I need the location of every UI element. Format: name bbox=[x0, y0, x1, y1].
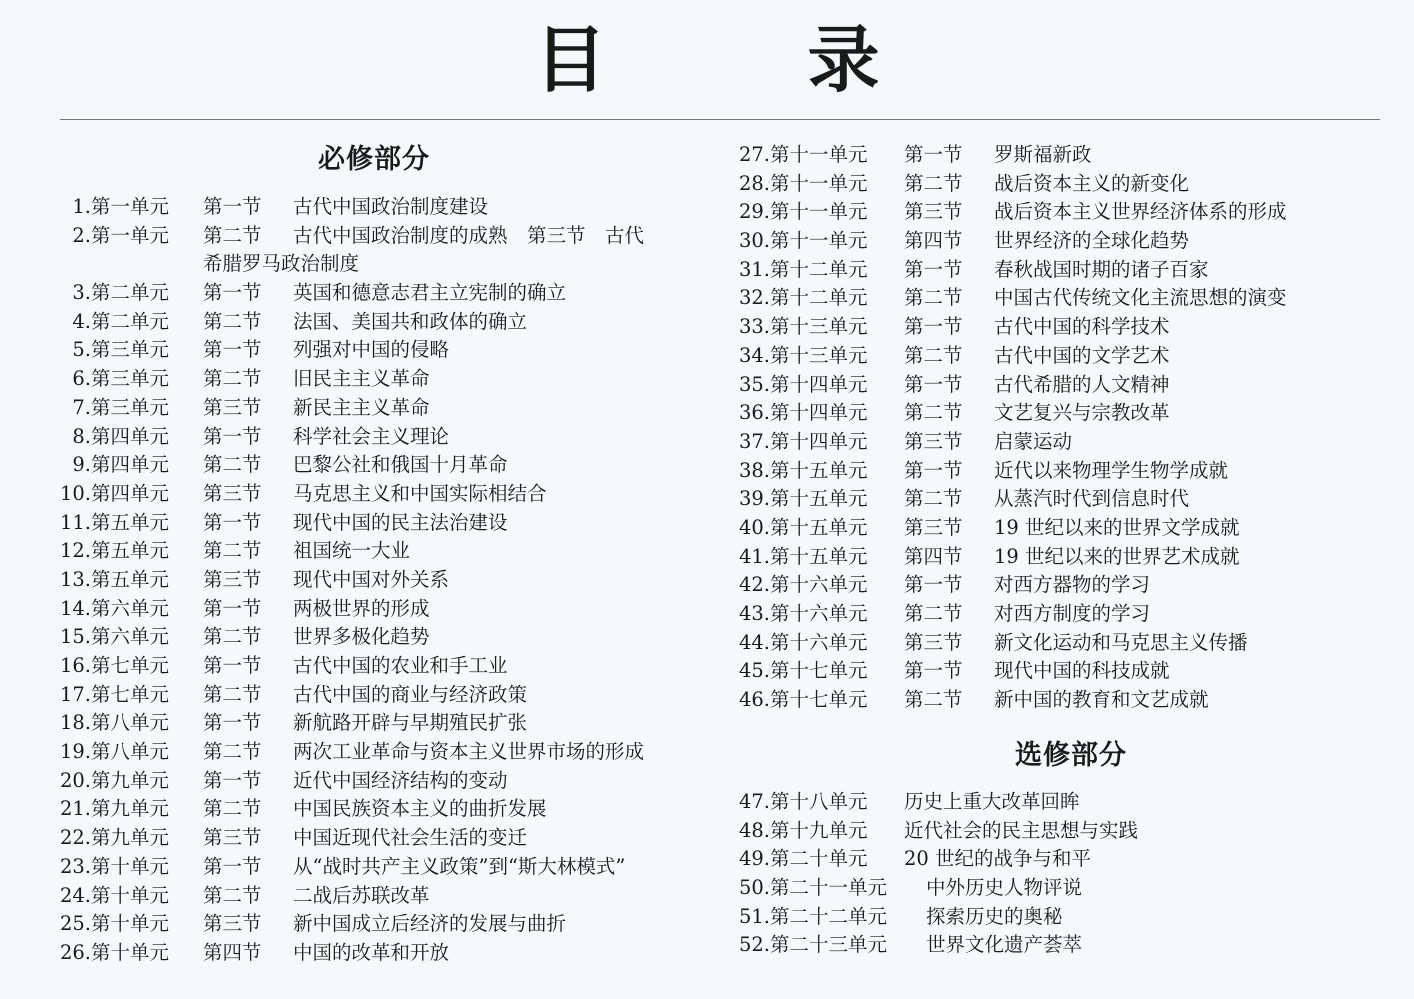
entry-number: 27. bbox=[738, 143, 770, 166]
entry-topic: 世界多极化趋势 bbox=[293, 625, 430, 649]
entry-number: 18. bbox=[59, 711, 91, 735]
entry-unit: 第六单元 bbox=[91, 596, 170, 620]
entry-number: 15. bbox=[59, 625, 91, 649]
toc-entry[interactable] bbox=[730, 284, 1390, 313]
entry-section: 第一节 bbox=[904, 372, 963, 396]
entry-number: 22. bbox=[59, 826, 91, 850]
entry-topic: 古代中国的商业与经济政策 bbox=[293, 682, 528, 706]
toc-entry[interactable] bbox=[53, 681, 713, 710]
entry-unit: 第二十一单元 bbox=[770, 876, 888, 900]
entry-topic-continued: 希腊罗马政治制度 bbox=[203, 252, 360, 276]
entry-number: 25. bbox=[59, 912, 91, 936]
entry-unit: 第四单元 bbox=[91, 424, 170, 448]
entry-topic: 二战后苏联改革 bbox=[293, 883, 430, 907]
entry-section: 第四节 bbox=[203, 940, 262, 964]
entry-unit: 第十八单元 bbox=[770, 790, 868, 813]
entry-unit: 第九单元 bbox=[91, 768, 170, 792]
entry-topic: 科学社会主义理论 bbox=[293, 424, 450, 448]
toc-entry[interactable] bbox=[53, 795, 713, 824]
entry-topic: 古代中国的科学技术 bbox=[994, 315, 1170, 339]
entry-number: 1. bbox=[72, 195, 91, 218]
entry-section: 第二节 bbox=[203, 883, 262, 907]
entry-section: 第一节 bbox=[203, 854, 262, 878]
elective-list bbox=[730, 788, 1390, 960]
entry-unit: 第十九单元 bbox=[770, 818, 868, 842]
entry-number: 24. bbox=[59, 883, 91, 907]
entry-topic: 19 世纪以来的世界文学成就 bbox=[994, 515, 1240, 539]
entry-unit: 第三单元 bbox=[91, 338, 170, 362]
entry-section: 第一节 bbox=[904, 315, 963, 339]
entry-unit: 第十四单元 bbox=[770, 401, 868, 425]
entry-number: 20. bbox=[59, 768, 91, 792]
entry-topic: 近代中国经济结构的变动 bbox=[293, 768, 508, 792]
entry-number: 5. bbox=[72, 338, 91, 362]
entry-topic: 新中国成立后经济的发展与曲折 bbox=[293, 912, 567, 936]
entry-section: 第二节 bbox=[904, 487, 963, 511]
entry-topic: 对西方器物的学习 bbox=[994, 573, 1151, 597]
entry-topic: 法国、美国共和政体的确立 bbox=[293, 309, 528, 333]
toc-entry[interactable] bbox=[730, 874, 1390, 903]
entry-section: 第三节 bbox=[203, 826, 262, 850]
entry-section: 第一节 bbox=[904, 573, 963, 597]
toc-entry[interactable] bbox=[53, 279, 713, 308]
entry-number: 3. bbox=[72, 281, 91, 305]
toc-entry[interactable] bbox=[53, 738, 713, 767]
entry-unit: 第十七单元 bbox=[770, 659, 868, 683]
toc-entry[interactable] bbox=[730, 256, 1390, 285]
toc-entry[interactable] bbox=[53, 308, 713, 337]
toc-entry[interactable] bbox=[730, 227, 1390, 256]
entry-unit: 第二十三单元 bbox=[770, 933, 888, 957]
entry-unit: 第五单元 bbox=[91, 539, 170, 563]
entry-unit: 第十四单元 bbox=[770, 372, 868, 396]
toc-entry[interactable] bbox=[53, 709, 713, 738]
entry-unit: 第二单元 bbox=[91, 309, 170, 333]
entry-number: 48. bbox=[738, 818, 770, 842]
entry-topic: 罗斯福新政 bbox=[994, 143, 1092, 166]
toc-entry[interactable] bbox=[730, 198, 1390, 227]
entry-section: 第三节 bbox=[203, 912, 262, 936]
entry-section: 第二节 bbox=[203, 740, 262, 764]
page-title: 目 录 bbox=[534, 17, 968, 102]
entry-section: 第一节 bbox=[203, 768, 262, 792]
entry-section: 第一节 bbox=[904, 257, 963, 281]
entry-topic: 旧民主主义革命 bbox=[293, 367, 430, 391]
entry-topic: 古代中国的农业和手工业 bbox=[293, 654, 508, 678]
entry-section: 第一节 bbox=[203, 338, 262, 362]
entry-section: 第一节 bbox=[904, 143, 963, 166]
entry-topic: 古代中国的文学艺术 bbox=[994, 343, 1170, 367]
toc-entry[interactable] bbox=[53, 767, 713, 796]
toc-entry[interactable] bbox=[53, 623, 713, 652]
entry-topic: 两次工业革命与资本主义世界市场的形成 bbox=[293, 740, 645, 764]
entry-topic: 新航路开辟与早期殖民扩张 bbox=[293, 711, 528, 735]
entry-section: 第二节 bbox=[203, 625, 262, 649]
entry-unit: 第十单元 bbox=[91, 912, 170, 936]
entry-number: 35. bbox=[738, 372, 770, 396]
entry-topic: 现代中国的民主法治建设 bbox=[293, 510, 508, 534]
entry-number: 28. bbox=[738, 171, 770, 195]
toc-entry[interactable] bbox=[53, 193, 713, 222]
entry-number: 26. bbox=[59, 940, 91, 964]
required-list-right bbox=[730, 141, 1390, 715]
entry-topic: 新民主主义革命 bbox=[293, 395, 430, 419]
entry-unit: 第八单元 bbox=[91, 711, 170, 735]
entry-section: 第一节 bbox=[904, 659, 963, 683]
entry-unit: 第十五单元 bbox=[770, 487, 868, 511]
entry-unit: 第十一单元 bbox=[770, 171, 868, 195]
entry-topic: 近代以来物理学生物学成就 bbox=[994, 458, 1229, 482]
entry-section: 第一节 bbox=[203, 596, 262, 620]
entry-number: 40. bbox=[738, 515, 770, 539]
toc-entry[interactable] bbox=[730, 600, 1390, 629]
toc-entry[interactable] bbox=[730, 845, 1390, 874]
entry-topic: 世界文化遗产荟萃 bbox=[926, 933, 1083, 957]
entry-unit: 第五单元 bbox=[91, 510, 170, 534]
entry-number: 14. bbox=[59, 596, 91, 620]
entry-section: 第二节 bbox=[203, 797, 262, 821]
toc-entry[interactable] bbox=[53, 451, 713, 480]
toc-entry[interactable] bbox=[730, 313, 1390, 342]
toc-entry[interactable] bbox=[53, 509, 713, 538]
entry-unit: 第十五单元 bbox=[770, 458, 868, 482]
entry-topic: 19 世纪以来的世界艺术成就 bbox=[994, 544, 1240, 568]
entry-topic: 春秋战国时期的诸子百家 bbox=[994, 257, 1209, 281]
entry-topic: 探索历史的奥秘 bbox=[926, 904, 1063, 928]
entry-unit: 第七单元 bbox=[91, 654, 170, 678]
title-divider bbox=[60, 119, 1380, 120]
entry-topic: 从“战时共产主义政策”到“斯大林模式” bbox=[293, 854, 626, 878]
toc-entry[interactable] bbox=[53, 336, 713, 365]
entry-topic: 马克思主义和中国实际相结合 bbox=[293, 481, 547, 505]
entry-unit: 第十六单元 bbox=[770, 630, 868, 654]
entry-number: 41. bbox=[738, 544, 770, 568]
entry-unit: 第十三单元 bbox=[770, 315, 868, 339]
toc-entry[interactable] bbox=[730, 170, 1390, 199]
entry-number: 7. bbox=[72, 395, 91, 419]
entry-section: 第二节 bbox=[904, 286, 963, 310]
toc-entry[interactable] bbox=[730, 485, 1390, 514]
entry-number: 51. bbox=[738, 904, 770, 928]
entry-unit: 第十一单元 bbox=[770, 143, 868, 166]
entry-section: 第二节 bbox=[203, 223, 262, 247]
entry-number: 23. bbox=[59, 854, 91, 878]
entry-unit: 第四单元 bbox=[91, 481, 170, 505]
toc-entry[interactable] bbox=[53, 882, 713, 911]
entry-unit: 第五单元 bbox=[91, 567, 170, 591]
toc-entry[interactable] bbox=[53, 595, 713, 624]
entry-section: 第二节 bbox=[203, 453, 262, 477]
entry-number: 38. bbox=[738, 458, 770, 482]
toc-entry[interactable] bbox=[730, 141, 1390, 170]
entry-section: 第二节 bbox=[904, 171, 963, 195]
entry-topic: 历史上重大改革回眸 bbox=[904, 790, 1080, 813]
entry-unit: 第八单元 bbox=[91, 740, 170, 764]
toc-entry[interactable] bbox=[730, 817, 1390, 846]
entry-number: 16. bbox=[59, 654, 91, 678]
toc-entry[interactable] bbox=[53, 222, 713, 279]
entry-section: 第一节 bbox=[203, 195, 262, 218]
entry-topic: 中国古代传统文化主流思想的演变 bbox=[994, 286, 1287, 310]
entry-unit: 第十五单元 bbox=[770, 544, 868, 568]
toc-entry[interactable] bbox=[53, 365, 713, 394]
toc-entry[interactable] bbox=[730, 342, 1390, 371]
entry-section: 第一节 bbox=[203, 281, 262, 305]
entry-section: 第一节 bbox=[203, 711, 262, 735]
entry-section: 第三节 bbox=[904, 515, 963, 539]
entry-unit: 第二单元 bbox=[91, 281, 170, 305]
entry-topic: 古代希腊的人文精神 bbox=[994, 372, 1170, 396]
entry-unit: 第三单元 bbox=[91, 395, 170, 419]
toc-entry[interactable] bbox=[730, 371, 1390, 400]
entry-number: 9. bbox=[72, 453, 91, 477]
toc-entry[interactable] bbox=[730, 931, 1390, 960]
entry-topic: 现代中国对外关系 bbox=[293, 567, 450, 591]
entry-topic: 20 世纪的战争与和平 bbox=[904, 847, 1092, 871]
entry-topic: 中国近现代社会生活的变迁 bbox=[293, 826, 528, 850]
entry-topic: 祖国统一大业 bbox=[293, 539, 411, 563]
entry-topic: 世界经济的全球化趋势 bbox=[994, 229, 1190, 253]
entry-topic: 两极世界的形成 bbox=[293, 596, 430, 620]
entry-unit: 第七单元 bbox=[91, 682, 170, 706]
entry-unit: 第二十单元 bbox=[770, 847, 868, 871]
entry-section: 第三节 bbox=[203, 481, 262, 505]
entry-unit: 第四单元 bbox=[91, 453, 170, 477]
toc-entry[interactable] bbox=[730, 457, 1390, 486]
toc-entry[interactable] bbox=[730, 571, 1390, 600]
entry-section: 第二节 bbox=[904, 401, 963, 425]
entry-topic: 现代中国的科技成就 bbox=[994, 659, 1170, 683]
entry-topic: 新文化运动和马克思主义传播 bbox=[994, 630, 1248, 654]
entry-number: 45. bbox=[738, 659, 770, 683]
entry-number: 50. bbox=[738, 876, 770, 900]
entry-number: 13. bbox=[59, 567, 91, 591]
entry-number: 29. bbox=[738, 200, 770, 224]
entry-unit: 第十单元 bbox=[91, 883, 170, 907]
entry-number: 46. bbox=[738, 688, 770, 712]
entry-section: 第二节 bbox=[203, 539, 262, 563]
entry-topic: 古代中国政治制度建设 bbox=[293, 195, 489, 218]
entry-number: 43. bbox=[738, 602, 770, 625]
toc-entry[interactable] bbox=[730, 903, 1390, 932]
required-heading: 必修部分 bbox=[318, 144, 430, 175]
entry-topic: 从蒸汽时代到信息时代 bbox=[994, 487, 1190, 511]
entry-section: 第三节 bbox=[203, 567, 262, 591]
entry-unit: 第一单元 bbox=[91, 195, 170, 218]
entry-topic: 中外历史人物评说 bbox=[926, 876, 1083, 900]
entry-number: 49. bbox=[738, 847, 770, 871]
toc-entry[interactable] bbox=[53, 537, 713, 566]
toc-entry[interactable] bbox=[730, 629, 1390, 658]
entry-number: 31. bbox=[738, 257, 770, 281]
toc-entry[interactable] bbox=[53, 480, 713, 509]
entry-number: 44. bbox=[738, 630, 770, 654]
entry-section: 第二节 bbox=[904, 343, 963, 367]
toc-entry[interactable] bbox=[53, 910, 713, 939]
entry-topic: 英国和德意志君主立宪制的确立 bbox=[293, 281, 567, 305]
entry-number: 39. bbox=[738, 487, 770, 511]
entry-unit: 第十单元 bbox=[91, 854, 170, 878]
entry-unit: 第九单元 bbox=[91, 797, 170, 821]
entry-number: 47. bbox=[738, 790, 770, 813]
entry-number: 8. bbox=[72, 424, 91, 448]
entry-topic: 对西方制度的学习 bbox=[994, 602, 1151, 625]
entry-unit: 第十五单元 bbox=[770, 515, 868, 539]
entry-section: 第二节 bbox=[904, 688, 963, 712]
toc-entry[interactable] bbox=[730, 399, 1390, 428]
entry-section: 第一节 bbox=[203, 510, 262, 534]
toc-entry[interactable] bbox=[53, 394, 713, 423]
toc-entry[interactable] bbox=[53, 423, 713, 452]
entry-unit: 第一单元 bbox=[91, 223, 170, 247]
entry-section: 第二节 bbox=[203, 682, 262, 706]
entry-number: 37. bbox=[738, 429, 770, 453]
entry-number: 11. bbox=[59, 510, 91, 534]
entry-topic: 古代中国政治制度的成熟 第三节 古代 bbox=[293, 223, 645, 247]
toc-entry[interactable] bbox=[730, 788, 1390, 817]
entry-section: 第三节 bbox=[904, 630, 963, 654]
toc-entry[interactable] bbox=[53, 652, 713, 681]
entry-number: 19. bbox=[59, 740, 91, 764]
entry-number: 33. bbox=[738, 315, 770, 339]
toc-entry[interactable] bbox=[53, 939, 713, 968]
toc-entry[interactable] bbox=[730, 686, 1390, 715]
entry-number: 21. bbox=[59, 797, 91, 821]
entry-topic: 战后资本主义的新变化 bbox=[994, 171, 1190, 195]
entry-section: 第一节 bbox=[203, 654, 262, 678]
entry-topic: 战后资本主义世界经济体系的形成 bbox=[994, 200, 1287, 224]
entry-unit: 第十三单元 bbox=[770, 343, 868, 367]
entry-number: 10. bbox=[59, 481, 91, 505]
entry-number: 36. bbox=[738, 401, 770, 425]
entry-section: 第二节 bbox=[203, 367, 262, 391]
entry-unit: 第十四单元 bbox=[770, 429, 868, 453]
entry-unit: 第十六单元 bbox=[770, 573, 868, 597]
entry-section: 第一节 bbox=[203, 424, 262, 448]
entry-unit: 第十七单元 bbox=[770, 688, 868, 712]
required-list-left bbox=[53, 193, 713, 968]
entry-number: 17. bbox=[59, 682, 91, 706]
entry-topic: 文艺复兴与宗教改革 bbox=[994, 401, 1170, 425]
entry-topic: 近代社会的民主思想与实践 bbox=[904, 818, 1139, 842]
toc-entry[interactable] bbox=[730, 514, 1390, 543]
toc-entry[interactable] bbox=[53, 824, 713, 853]
entry-section: 第二节 bbox=[904, 602, 963, 625]
entry-number: 42. bbox=[738, 573, 770, 597]
elective-heading: 选修部分 bbox=[1015, 740, 1127, 771]
entry-section: 第四节 bbox=[904, 544, 963, 568]
entry-unit: 第十一单元 bbox=[770, 200, 868, 224]
entry-topic: 中国的改革和开放 bbox=[293, 940, 450, 964]
entry-section: 第二节 bbox=[203, 309, 262, 333]
entry-number: 34. bbox=[738, 343, 770, 367]
toc-entry[interactable] bbox=[53, 566, 713, 595]
entry-number: 12. bbox=[59, 539, 91, 563]
toc-entry[interactable] bbox=[53, 853, 713, 882]
toc-entry[interactable] bbox=[730, 657, 1390, 686]
entry-section: 第四节 bbox=[904, 229, 963, 253]
entry-topic: 中国民族资本主义的曲折发展 bbox=[293, 797, 547, 821]
entry-section: 第三节 bbox=[904, 200, 963, 224]
entry-number: 6. bbox=[72, 367, 91, 391]
entry-section: 第三节 bbox=[904, 429, 963, 453]
entry-number: 32. bbox=[738, 286, 770, 310]
entry-number: 52. bbox=[738, 933, 770, 957]
entry-section: 第一节 bbox=[904, 458, 963, 482]
entry-topic: 新中国的教育和文艺成就 bbox=[994, 688, 1209, 712]
entry-number: 30. bbox=[738, 229, 770, 253]
entry-number: 4. bbox=[72, 309, 91, 333]
entry-unit: 第十一单元 bbox=[770, 229, 868, 253]
entry-unit: 第十二单元 bbox=[770, 257, 868, 281]
entry-topic: 启蒙运动 bbox=[994, 429, 1073, 453]
entry-unit: 第二十二单元 bbox=[770, 904, 888, 928]
entry-topic: 列强对中国的侵略 bbox=[293, 338, 450, 362]
entry-number: 2. bbox=[72, 223, 91, 247]
entry-unit: 第三单元 bbox=[91, 367, 170, 391]
entry-unit: 第十六单元 bbox=[770, 602, 868, 625]
entry-unit: 第九单元 bbox=[91, 826, 170, 850]
toc-entry[interactable] bbox=[730, 543, 1390, 572]
entry-unit: 第十单元 bbox=[91, 940, 170, 964]
toc-entry[interactable] bbox=[730, 428, 1390, 457]
entry-section: 第三节 bbox=[203, 395, 262, 419]
entry-topic: 巴黎公社和俄国十月革命 bbox=[293, 453, 508, 477]
entry-unit: 第六单元 bbox=[91, 625, 170, 649]
entry-unit: 第十二单元 bbox=[770, 286, 868, 310]
